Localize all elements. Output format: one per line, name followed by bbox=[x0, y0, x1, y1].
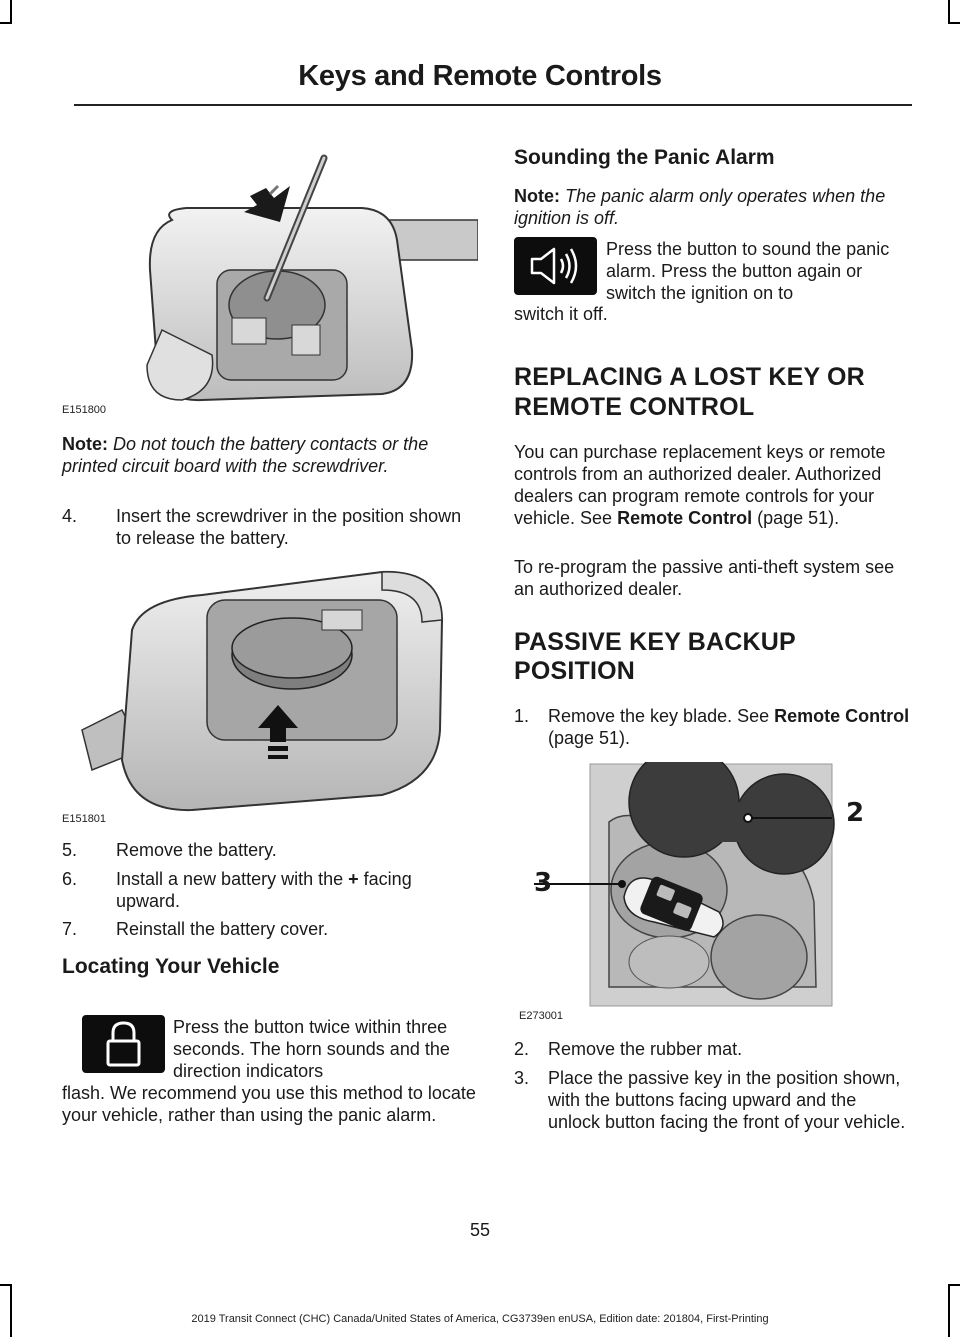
crop-mark bbox=[10, 0, 12, 22]
step-text: Place the passive key in the position shown, with the buttons facing upward and the unlock button facing the front of your vehicle. bbox=[548, 1068, 906, 1132]
callout-2: 2 bbox=[846, 798, 865, 828]
section-heading: PASSIVE KEY BACKUP bbox=[514, 628, 796, 656]
body-text: switch it off. bbox=[514, 304, 608, 324]
crop-mark bbox=[948, 1284, 950, 1337]
figure-code: E151800 bbox=[62, 404, 107, 416]
figure-key-screwdriver bbox=[62, 150, 478, 422]
step-number: 7. bbox=[62, 919, 78, 939]
figure-code: E151801 bbox=[62, 813, 107, 825]
step-3 bbox=[514, 1067, 912, 1133]
body-text: flash. We recommend you use this method to locate your vehicle, rather than using the panic alarm. bbox=[62, 1083, 476, 1125]
step-number: 6. bbox=[62, 869, 78, 889]
crop-mark bbox=[0, 22, 12, 24]
step-7 bbox=[62, 918, 462, 940]
crop-mark bbox=[0, 1284, 12, 1286]
callout-3: 3 bbox=[534, 868, 553, 898]
padlock-icon bbox=[82, 1015, 165, 1073]
step-text: Install a new battery with the bbox=[116, 869, 344, 889]
step-number: 1. bbox=[514, 706, 530, 726]
section-heading: REMOTE CONTROL bbox=[514, 393, 755, 421]
cross-reference-link[interactable]: Remote Control bbox=[617, 508, 753, 528]
crop-mark bbox=[948, 1284, 960, 1286]
step-6 bbox=[62, 868, 478, 912]
crop-mark bbox=[948, 22, 960, 24]
body-text: You can purchase replacement keys or remote controls from an authorized dealer. Authorized dealers can program remote controls for your vehicle. See bbox=[514, 442, 886, 528]
body-text: To re-program the passive anti-theft system see an authorized dealer. bbox=[514, 557, 895, 599]
step-number: 2. bbox=[514, 1039, 530, 1059]
figure-code: E273001 bbox=[519, 1010, 564, 1022]
header-divider bbox=[74, 104, 912, 106]
horn-sound-icon bbox=[514, 237, 597, 295]
page-title: Keys and Remote Controls bbox=[298, 60, 662, 92]
body-text: Press the button twice within three seconds. The horn sounds and the direction indicators bbox=[173, 1017, 450, 1081]
step-text: facing upward. bbox=[116, 869, 412, 911]
step-4 bbox=[62, 505, 462, 549]
edition-footer: 2019 Transit Connect (CHC) Canada/United States of America, CG3739en enUSA, Edition date: 201804, First-Printing bbox=[191, 1313, 769, 1325]
step-number: 5. bbox=[62, 840, 78, 860]
step-number: 4. bbox=[62, 506, 78, 526]
step-1 bbox=[514, 705, 912, 749]
step-text: Remove the key blade. See bbox=[548, 706, 770, 726]
section-heading: POSITION bbox=[514, 657, 636, 685]
step-5 bbox=[62, 839, 462, 861]
note-text: Do not touch the battery contacts or the printed circuit board with the screwdriver. bbox=[62, 434, 429, 476]
figure-battery-release bbox=[62, 560, 478, 825]
cross-reference-link[interactable]: Remote Control bbox=[774, 706, 910, 726]
step-text: Reinstall the battery cover. bbox=[116, 919, 329, 939]
note-label: Note: bbox=[62, 434, 108, 454]
page-number: 55 bbox=[469, 1220, 491, 1240]
step-number: 3. bbox=[514, 1068, 530, 1088]
body-text: (page 51). bbox=[757, 508, 840, 528]
plus-symbol: + bbox=[348, 869, 359, 889]
note-text: The panic alarm only operates when the ignition is off. bbox=[514, 186, 886, 228]
crop-mark bbox=[948, 0, 950, 22]
crop-mark bbox=[10, 1284, 12, 1337]
section-heading: Locating Your Vehicle bbox=[62, 955, 280, 978]
step-text: Insert the screwdriver in the position shown to release the battery. bbox=[116, 506, 462, 548]
step-text: Remove the battery. bbox=[116, 840, 277, 860]
body-text: Press the button to sound the panic alarm. Press the button again or switch the ignition on to bbox=[606, 239, 890, 303]
section-heading: Sounding the Panic Alarm bbox=[514, 146, 775, 169]
step-text: Remove the rubber mat. bbox=[548, 1039, 743, 1059]
section-heading: REPLACING A LOST KEY OR bbox=[514, 363, 865, 391]
step-2 bbox=[514, 1038, 912, 1060]
figure-key-backup-position bbox=[514, 762, 912, 1022]
step-text: (page 51). bbox=[548, 728, 631, 748]
note-label: Note: bbox=[514, 186, 560, 206]
